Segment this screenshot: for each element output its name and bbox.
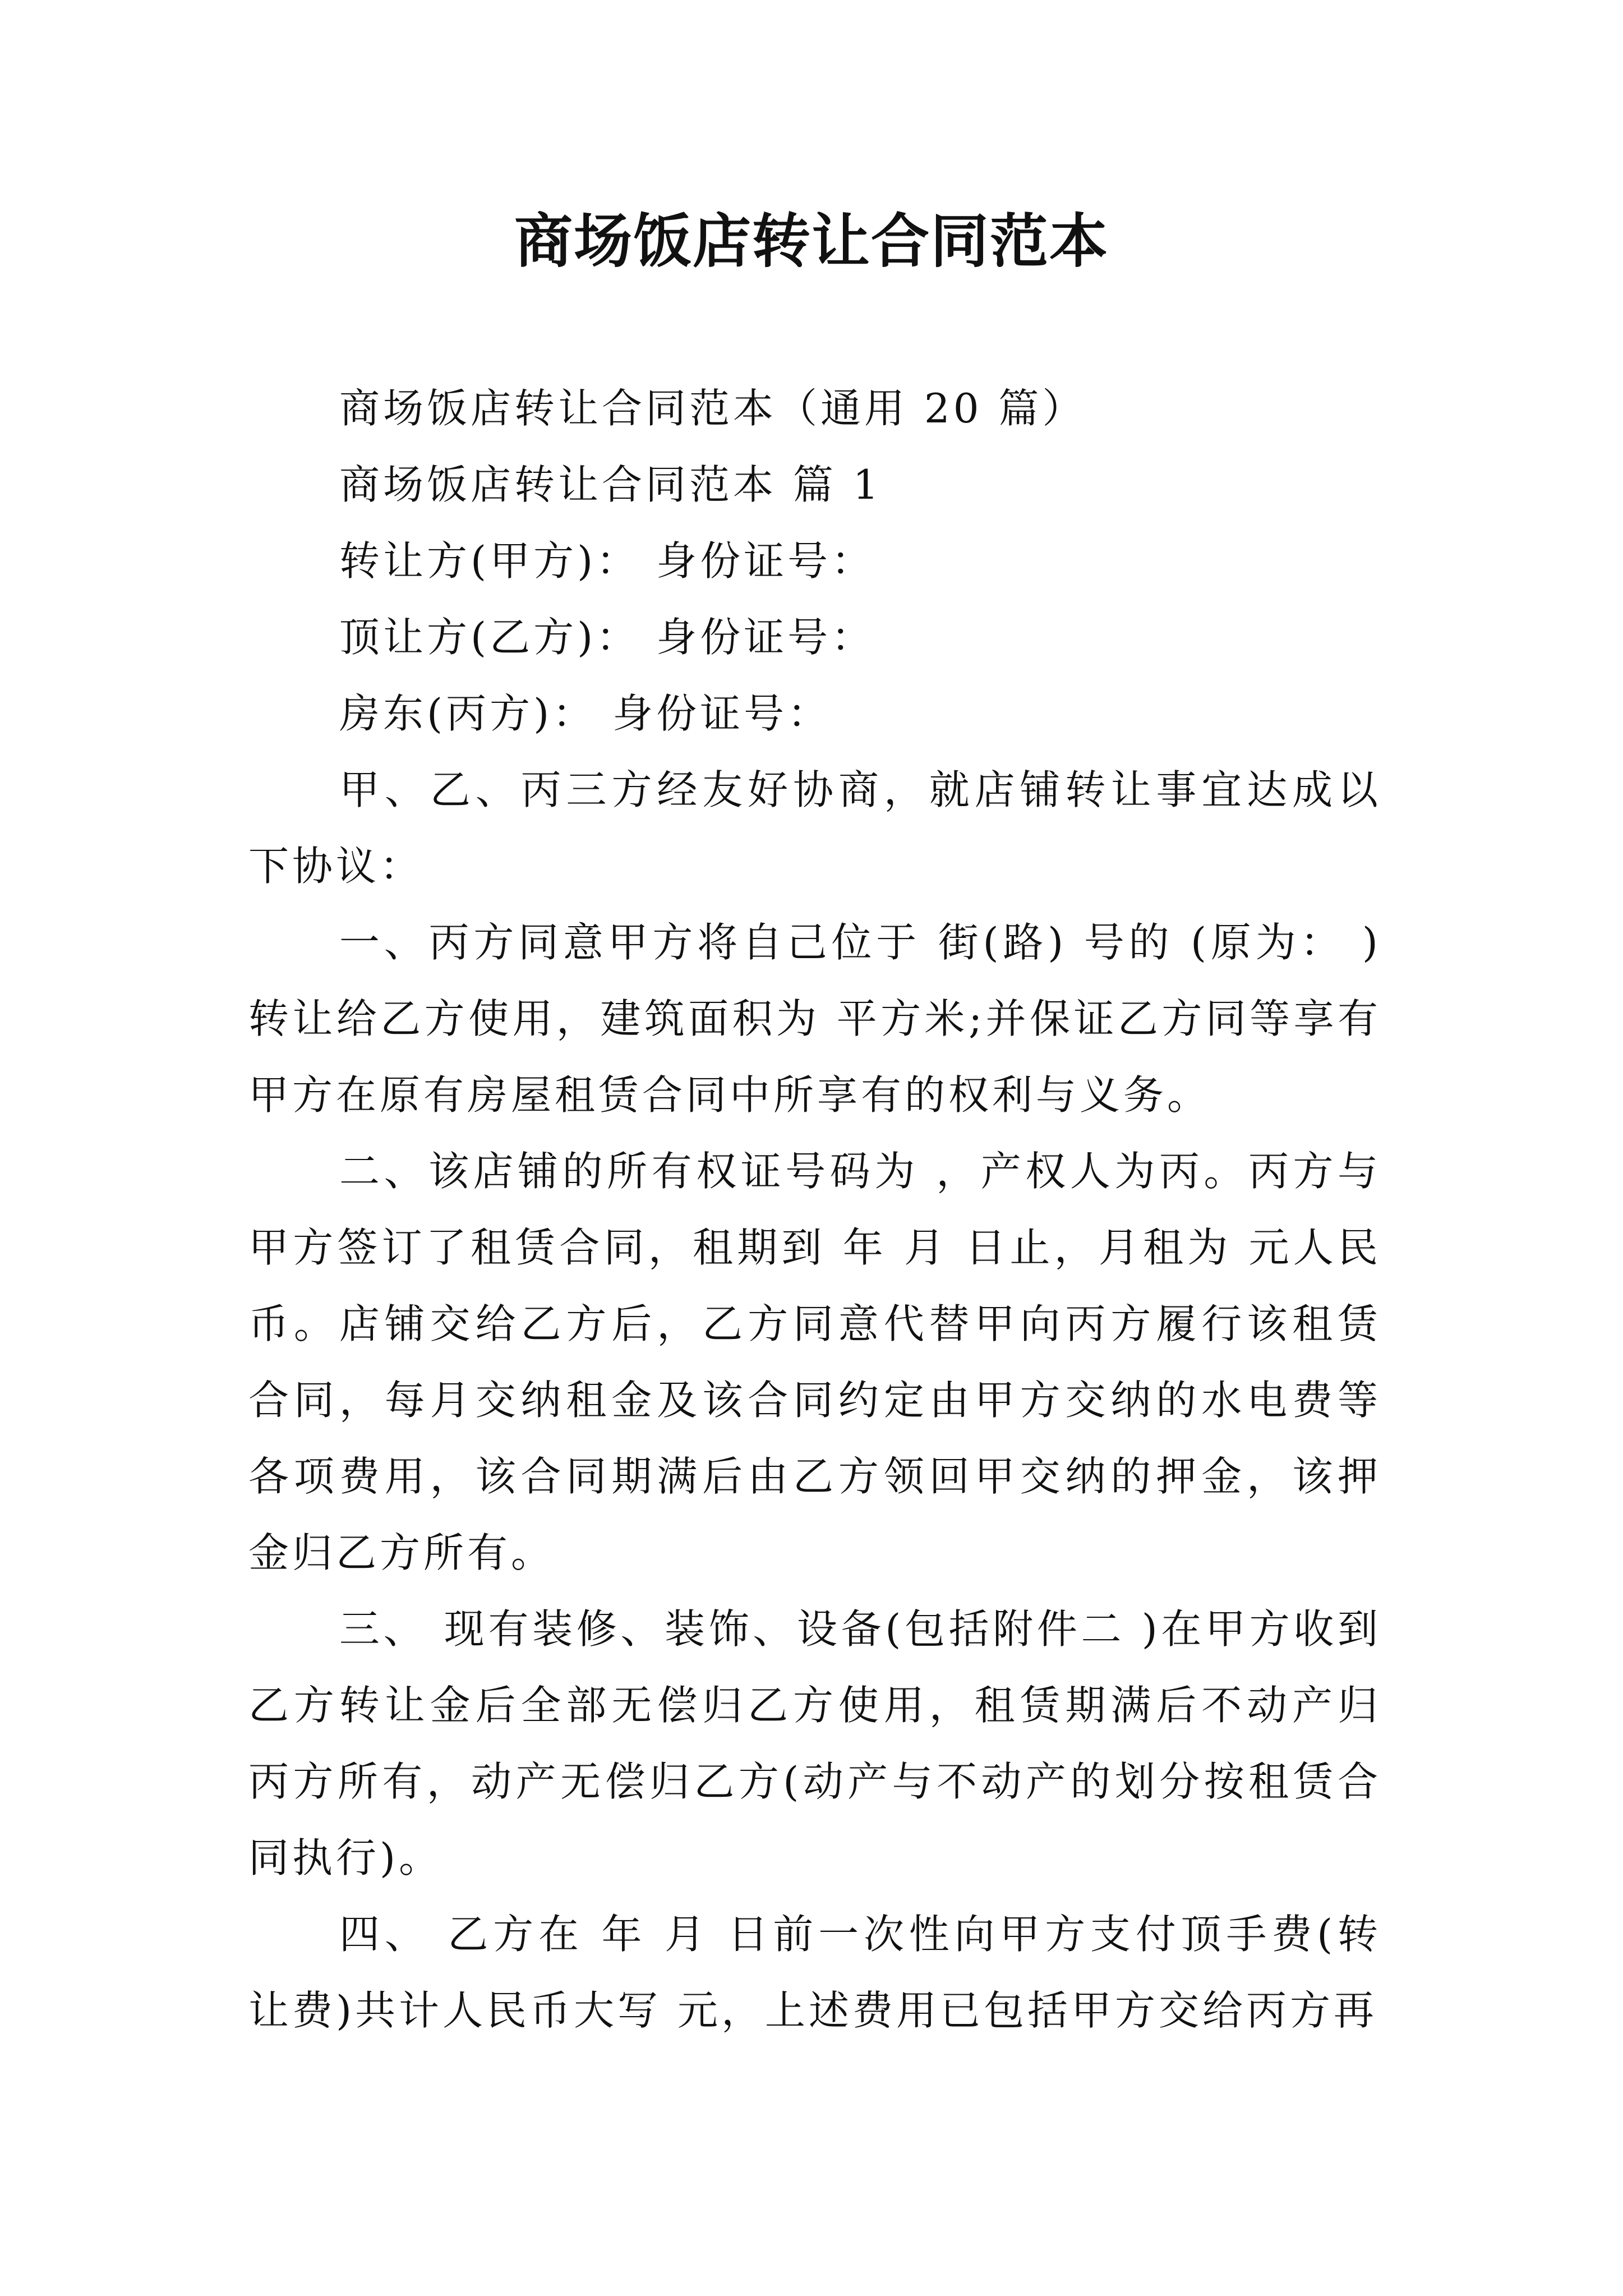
document-title: 商场饭店转让合同范本: [514, 206, 1109, 275]
clause-3: 三、 现有装修、装饰、设备(包括附件二 )在甲方收到乙方转让金后全部无偿归乙方使用，租赁期满后不动产归丙方所有，动产无偿归乙方(动产与不动产的划分按租赁合同执行)。: [248, 1605, 1381, 1881]
clause-2: 二、该店铺的所有权证号码为 ，产权人为丙。丙方与甲方签订了租赁合同，租期到 年 月 日止，月租为 元人民币。店铺交给乙方后，乙方同意代替甲向丙方履行该租赁合同，每月交纳租金及该合同约定由甲方交纳的水电费等各项费用，该合同期满后由乙方领回甲交纳的押金，该押金归乙方所有。: [248, 1148, 1381, 1576]
clause-4: 四、 乙方在 年 月 日前一次性向甲方支付顶手费(转让费)共计人民币大写 元，上述费用已包括甲方交给丙方再: [248, 1911, 1381, 2034]
party-b-line: 顶让方(乙方)： 身份证号：: [339, 614, 875, 661]
party-c-line: 房东(丙方)： 身份证号：: [339, 690, 832, 737]
clause-1: 一、丙方同意甲方将自己位于 街(路) 号的 (原为： )转让给乙方使用，建筑面积为 平方米;并保证乙方同等享有甲方在原有房屋租赁合同中所享有的权利与义务。: [248, 919, 1381, 1119]
document-body: [248, 370, 1381, 2049]
party-a-line: 转让方(甲方)： 身份证号：: [339, 537, 875, 585]
section-heading: 商场饭店转让合同范本 篇 1: [339, 461, 882, 508]
agreement-intro: 甲、乙、丙三方经友好协商，就店铺转让事宜达成以下协议：: [248, 766, 1381, 890]
subtitle-line: 商场饭店转让合同范本（通用 20 篇）: [339, 385, 1086, 432]
